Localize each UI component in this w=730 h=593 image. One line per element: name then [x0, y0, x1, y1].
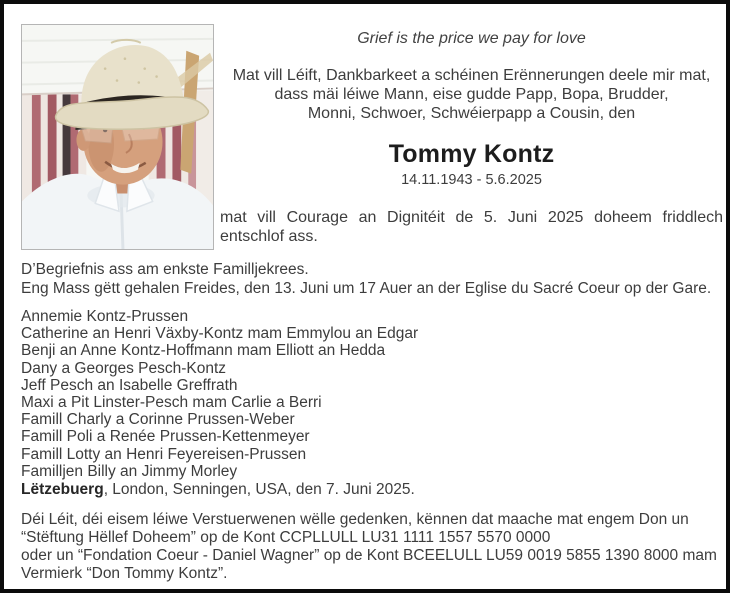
place-name: Lëtzebuerg — [21, 481, 104, 498]
funeral-line: D’Begriefnis ass am enkste Familljekrees. — [21, 261, 309, 278]
family-member-line: Dany a Georges Pesch-Kontz — [21, 359, 227, 377]
funeral-info — [21, 261, 723, 298]
family-member-line: Jeff Pesch an Isabelle Greffrath — [21, 376, 238, 394]
donation-line: “Stëftung Hëllef Doheem” op de Kont CCPLLULL LU31 1111 1557 5570 0000 — [21, 529, 551, 546]
deceased-name: Tommy Kontz — [388, 140, 555, 168]
life-dates: 14.11.1943 - 5.6.2025 — [401, 172, 542, 188]
family-member-line: Benji an Anne Kontz-Hoffmann mam Elliott an Hedda — [21, 342, 386, 360]
grief-quote: Grief is the price we pay for love — [357, 30, 586, 47]
family-member-line: Familljen Billy an Jimmy Morley — [21, 462, 238, 480]
family-member-line: Famill Poli a Renée Prussen-Kettenmeyer — [21, 428, 310, 446]
portrait-photo — [21, 24, 214, 250]
family-member-line: Annemie Kontz-Prussen — [21, 308, 189, 325]
intro-line: Mat vill Léift, Dankbarkeet a schéinen Erënnerungen deele mir mat, — [232, 67, 711, 84]
place-date-rest: , London, Senningen, USA, den 7. Juni 2025. — [103, 481, 415, 498]
intro-line: Monni, Schwoer, Schwéierpapp a Cousin, den — [307, 105, 636, 122]
donation-line: oder un “Fondation Coeur - Daniel Wagner” op de Kont BCEELULL LU59 0019 5855 1390 8000 mam — [21, 547, 717, 564]
funeral-line: Eng Mass gëtt gehalen Freides, den 13. Juni um 17 Auer an der Eglise du Sacré Coeur op der Gare. — [21, 279, 712, 297]
place-date-line — [21, 481, 723, 499]
family-member-line: Famill Lotty an Henri Feyereisen-Prussen — [21, 445, 307, 463]
donation-line: Vermierk “Don Tommy Kontz”. — [21, 565, 228, 582]
intro-line: dass mäi léiwe Mann, eise gudde Papp, Bopa, Brudder, — [274, 86, 669, 103]
donation-line: Déi Léit, déi eisem léiwe Verstuerwenen wëlle gedenken, kënnen dat maache mat engem Don un — [21, 511, 689, 528]
intro-paragraph — [220, 66, 723, 123]
portrait-photo-graphic — [22, 25, 213, 249]
donation-paragraph — [21, 511, 723, 583]
family-member-line: Maxi a Pit Linster-Pesch mam Carlie a Berri — [21, 394, 322, 412]
family-list — [21, 308, 723, 480]
family-member-line: Catherine an Henri Växby-Kontz mam Emmylou an Edgar — [21, 325, 419, 343]
death-paragraph: mat vill Courage an Dignitéit de 5. Juni 2025 doheem friddlech entschlof ass. — [220, 209, 723, 245]
family-member-line: Famill Charly a Corinne Prussen-Weber — [21, 411, 295, 429]
